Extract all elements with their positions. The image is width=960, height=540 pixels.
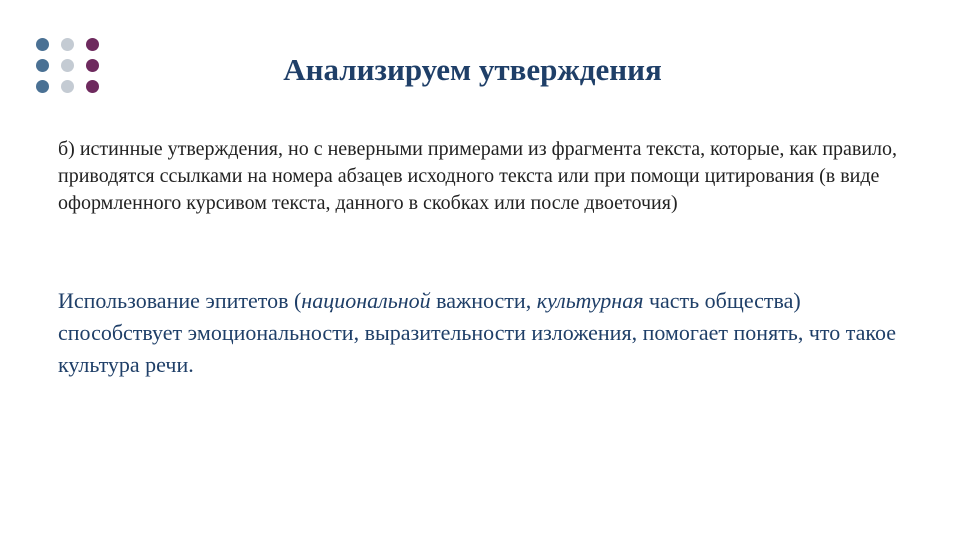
slide-title: Анализируем утверждения — [283, 52, 662, 87]
statement-description: б) истинные утверждения, но с неверными примерами из фрагмента текста, которые, как правило, приводятся ссылками на номера абзацев исходного текста или при помощи цитирования (в виде оформленного курсивом текста, данного в скобках или после двоеточия) — [58, 138, 898, 214]
example-italic-word: национальной — [301, 288, 431, 313]
example-text: Использование эпитетов ( — [58, 288, 302, 313]
example-text: часть общества) способствует эмоциональности, выразительности изложения, помогает понять, что такое культура речи. — [58, 288, 896, 377]
example-text: важности, — [430, 288, 537, 313]
example-paragraph — [58, 285, 898, 381]
example-italic-word: культурная — [536, 288, 644, 313]
